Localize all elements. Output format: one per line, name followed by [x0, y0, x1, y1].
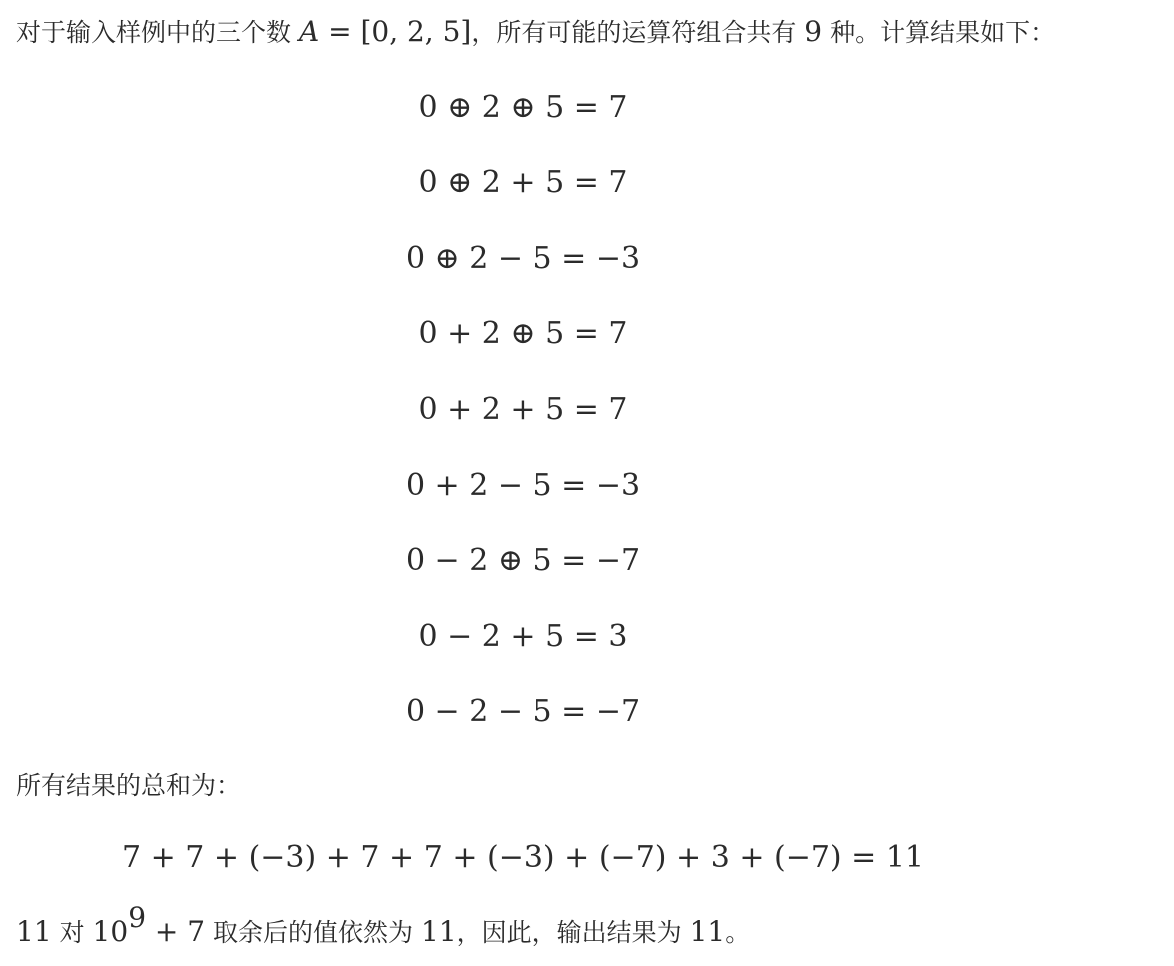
equation-2: 0 ⊕ 2 + 5 = 7 [418, 165, 628, 200]
modulus-plus: + 7 [146, 915, 206, 948]
intro-text-3: 种。计算结果如下： [822, 18, 1056, 47]
conclusion-text-2: 取余后的值依然为 [205, 918, 421, 947]
equation-5: 0 + 2 + 5 = 7 [418, 392, 628, 427]
conclusion-text-3: ，因此，输出结果为 [456, 918, 690, 947]
result-value: 11 [16, 915, 52, 948]
intro-text-2: ，所有可能的运算符组合共有 [471, 18, 805, 47]
equation-4: 0 + 2 ⊕ 5 = 7 [418, 316, 628, 351]
equation-9: 0 − 2 − 5 = −7 [405, 694, 641, 729]
modulus-exponent: 9 [128, 901, 147, 934]
sum-heading: 所有结果的总和为： [16, 771, 242, 800]
conclusion-text-4: 。 [725, 918, 751, 947]
equation-1: 0 ⊕ 2 ⊕ 5 = 7 [418, 90, 628, 125]
equation-8: 0 − 2 + 5 = 3 [418, 619, 628, 654]
intro-text: 对于输入样例中的三个数 [16, 18, 299, 47]
equation-7: 0 − 2 ⊕ 5 = −7 [405, 543, 641, 578]
sum-equation: 7 + 7 + (−3) + 7 + 7 + (−3) + (−7) + 3 + (−7) = 11 [121, 840, 925, 875]
conclusion-paragraph [16, 901, 751, 951]
intro-paragraph [16, 14, 1055, 51]
modulus-base: 10 [92, 915, 129, 948]
result-value-2: 11 [421, 915, 457, 948]
math-array: = [0, 2, 5] [319, 15, 472, 48]
equation-3: 0 ⊕ 2 − 5 = −3 [405, 241, 641, 276]
combination-count: 9 [804, 15, 823, 48]
conclusion-text-1: 对 [51, 918, 93, 947]
equation-6: 0 + 2 − 5 = −3 [405, 468, 641, 503]
output-value: 11 [689, 915, 726, 948]
math-var-a: A [298, 15, 320, 48]
